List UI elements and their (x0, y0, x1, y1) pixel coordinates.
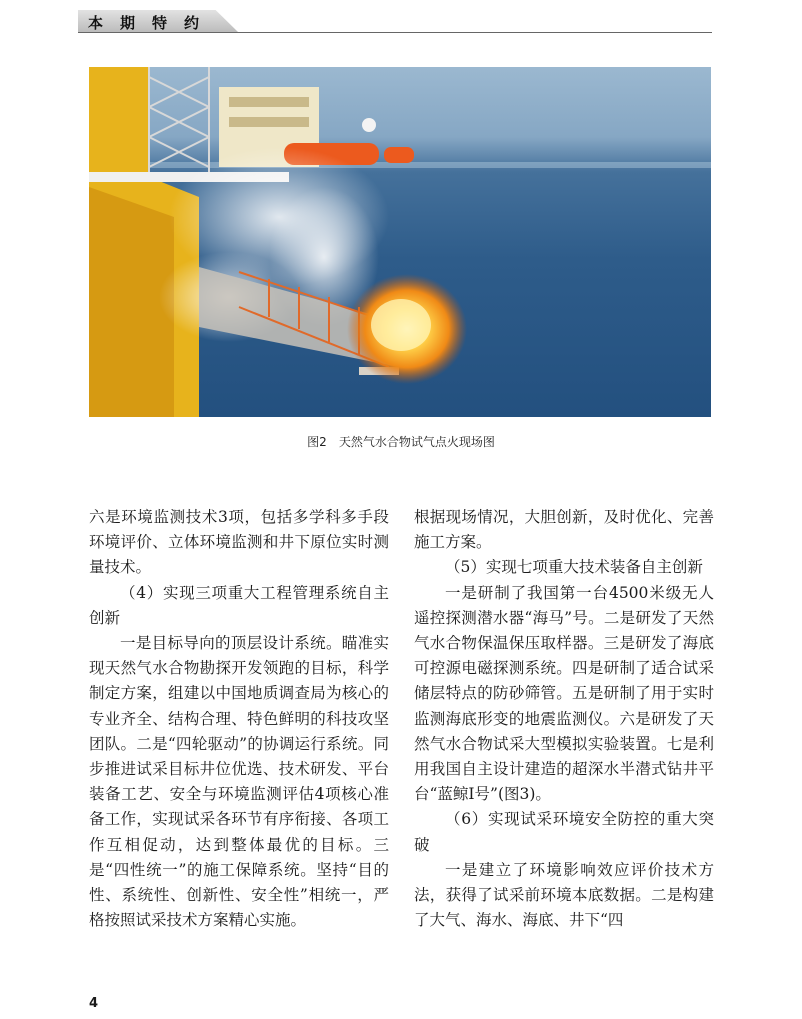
paragraph: 一是研制了我国第一台4500米级无人遥控探测潜水器“海马”号。二是研发了天然气水合物保温保压取样器。三是研发了海底可控源电磁探测系统。四是研制了适合试采储层特点的防砂筛管。五是研制了用于实时监测海底形变的地震监测仪。六是研发了天然气水合物试采大型模拟实验装置。七是利用我国自主设计建造的超深水半潜式钻井平台“蓝鲸Ⅰ号”(图3)。 (414, 583, 714, 804)
header-rule (78, 32, 712, 33)
section-title: 本期特约 (88, 14, 217, 32)
figure-photo-gas-flare (89, 67, 711, 417)
right-text-column (414, 505, 714, 933)
section-heading: （5）实现七项重大技术装备自主创新 (445, 558, 703, 577)
figure-caption-text: 天然气水合物试气点火现场图 (338, 435, 495, 449)
paragraph: 一是目标导向的顶层设计系统。瞄准实现天然气水合物勘探开发领跑的目标，科学制定方案，组建以中国地质调查局为核心的专业齐全、结构合理、特色鲜明的科技攻坚团队。二是“四轮驱动”的协调运行系统。同步推进试采目标井位优选、技术研发、平台装备工艺、安全与环境监测评估4项核心准备工作，实现试采各环节有序衔接、各项工作互相促动，达到整体最优的目标。三是“四性统一”的施工保障系统。坚持“目的性、系统性、创新性、安全性”相统一，严格按照试采技术方案精心实施。 (89, 634, 389, 930)
left-text-column (89, 505, 389, 933)
section-heading: （4）实现三项重大工程管理系统自主创新 (89, 583, 389, 627)
figure-caption (0, 433, 802, 450)
page-header (0, 0, 802, 40)
paragraph: 六是环境监测技术3项，包括多学科多手段环境评价、立体环境监测和井下原位实时测量技术。 (89, 508, 389, 577)
page-number: 4 (89, 996, 99, 1011)
section-heading: （6）实现试采环境安全防控的重大突破 (414, 810, 714, 854)
figure-number: 图2 (307, 435, 327, 449)
flare-scene-illustration (89, 67, 711, 417)
paragraph: 根据现场情况，大胆创新，及时优化、完善施工方案。 (414, 508, 714, 552)
paragraph: 一是建立了环境影响效应评价技术方法，获得了试采前环境本底数据。二是构建了大气、海水、海底、井下“四 (414, 860, 714, 930)
